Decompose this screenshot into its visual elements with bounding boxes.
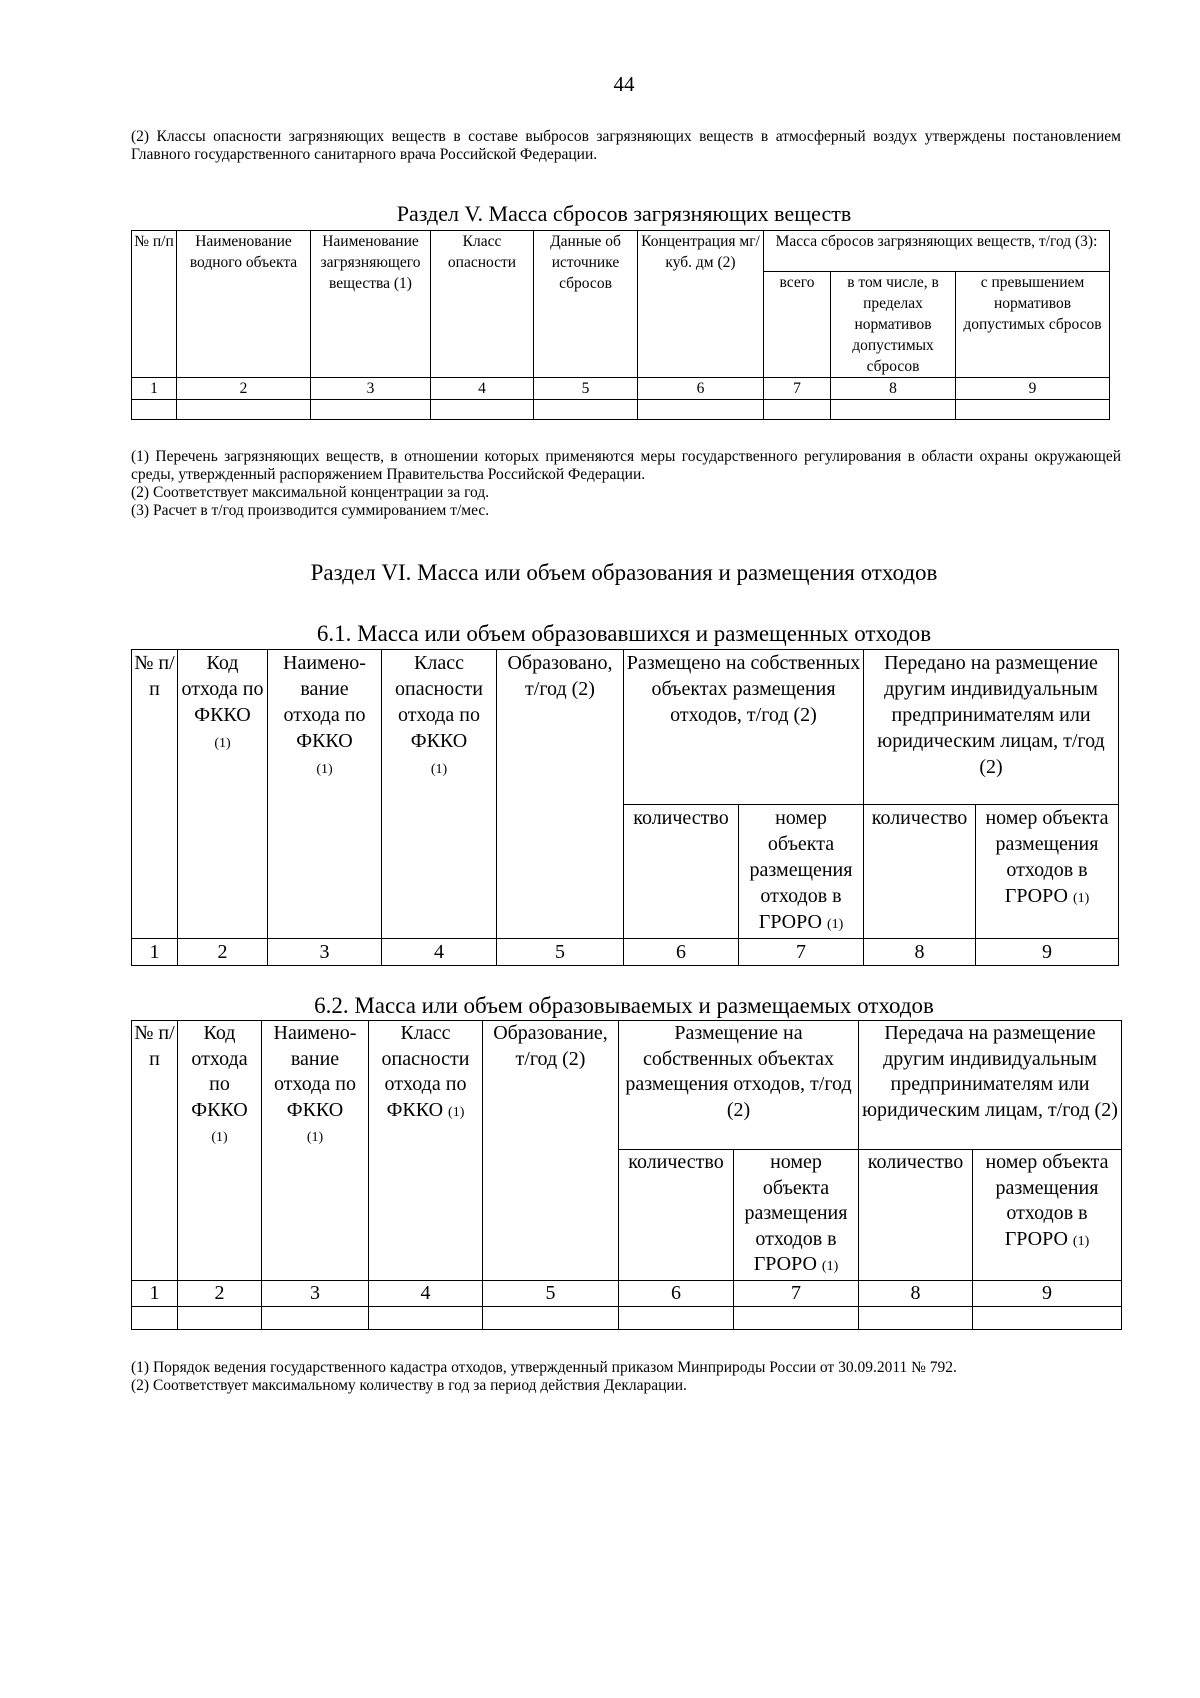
header-name-text: Наимено-вание отхода по ФККО: [273, 1022, 357, 1121]
header-transferred: Передано на размещение другим индивидуальным предпринимателям или юридическим лицам, т/год (2): [864, 650, 1119, 805]
header-name: [262, 1021, 369, 1281]
empty-cell: [973, 1307, 1122, 1330]
column-number-row: [132, 939, 1119, 966]
empty-cell: [311, 400, 431, 420]
column-number: 5: [534, 378, 638, 400]
empty-cell: [431, 400, 534, 420]
empty-cell: [831, 400, 956, 420]
header-code-text: Код отхода по ФККО: [181, 652, 264, 726]
empty-data-row: [132, 400, 1110, 420]
header-placement-own: Размещение на собственных объектах размещения отходов, т/год (2): [619, 1021, 859, 1150]
footnote-top: [131, 128, 1121, 164]
header-quantity: количество: [864, 805, 976, 939]
column-number: 4: [382, 939, 497, 966]
column-number: 6: [638, 378, 764, 400]
empty-cell: [534, 400, 638, 420]
header-object-number-text: номер объекта размещения отходов в ГРОРО: [744, 1151, 848, 1275]
column-number: 8: [831, 378, 956, 400]
column-number: 6: [624, 939, 739, 966]
section6-title: Раздел VI. Масса или объем образования и размещения отходов: [310, 560, 938, 585]
empty-cell: [262, 1307, 369, 1330]
footnote-ref: (1): [211, 1130, 228, 1145]
empty-cell: [132, 400, 177, 420]
empty-cell: [859, 1307, 973, 1330]
column-number: 1: [132, 378, 177, 400]
header-quantity: количество: [859, 1150, 973, 1281]
column-number: 8: [864, 939, 976, 966]
empty-cell: [177, 400, 311, 420]
header-formation: Образование, т/год (2): [483, 1021, 619, 1281]
header-hazard-class: [382, 650, 497, 939]
header-hazard-class: [369, 1021, 483, 1281]
header-total: всего: [764, 272, 831, 378]
footnote-substances-list: (1) Перечень загрязняющих веществ, в отношении которых применяются меры государственного регулирования в области охраны окружающей среды, утвержденный распоряжением Правительства Российской Федерации.: [131, 448, 1121, 483]
footnote-ref: (1): [306, 1130, 324, 1145]
empty-cell: [638, 400, 764, 420]
section5-title: Раздел V. Масса сбросов загрязняющих веществ: [396, 201, 852, 226]
column-number: 8: [859, 1280, 973, 1307]
column-number: 3: [268, 939, 382, 966]
header-object-number: [973, 1150, 1122, 1281]
footnote-max-quantity: (2) Соответствует максимальному количеству в год за период действия Декларации.: [131, 1377, 687, 1394]
footnote-ref: (1): [448, 1104, 465, 1120]
column-number: 7: [739, 939, 864, 966]
header-quantity: количество: [619, 1150, 734, 1281]
footnote-ref: (1): [430, 762, 448, 777]
subsection-6-1-table: [131, 649, 1119, 966]
header-hazard-text: Класс опасности отхода по ФККО: [395, 652, 483, 752]
footnote-ref: (1): [1072, 891, 1090, 906]
footnote-cadastre-order: (1) Порядок ведения государственного кадастра отходов, утвержденный приказом Минприроды России от 30.09.2011 № 792.: [131, 1359, 957, 1376]
column-number: 9: [956, 378, 1110, 400]
footnotes-section6: [131, 1359, 1121, 1395]
column-number: 1: [132, 1280, 178, 1307]
column-number: 7: [764, 378, 831, 400]
header-code-text: Код отхода по ФККО: [191, 1022, 248, 1121]
empty-cell: [178, 1307, 262, 1330]
header-object-number-text: номер объекта размещения отходов в ГРОРО: [985, 1151, 1109, 1250]
empty-cell: [132, 1307, 178, 1330]
column-number: 2: [178, 1280, 262, 1307]
empty-cell: [764, 400, 831, 420]
header-code: [178, 650, 268, 939]
header-transfer: Передача на размещение другим индивидуальным предпринимателям или юридическим лицам, т/год (2): [859, 1021, 1122, 1150]
header-hazard-text: Класс опасности отхода по ФККО: [381, 1022, 470, 1121]
header-placed-own: Размещено на собственных объектах размещения отходов, т/год (2): [624, 650, 864, 805]
column-number: 2: [178, 939, 268, 966]
header-concentration: Концентрация мг/куб. дм (2): [638, 231, 764, 378]
header-object-number-text: номер объекта размещения отходов в ГРОРО: [985, 807, 1109, 907]
header-mass-group: Масса сбросов загрязняющих веществ, т/год (3):: [764, 231, 1110, 272]
empty-cell: [483, 1307, 619, 1330]
column-number: 1: [132, 939, 178, 966]
footnote-calculation: (3) Расчет в т/год производится суммированием т/мес.: [131, 502, 490, 519]
column-number: 2: [177, 378, 311, 400]
column-number: 9: [973, 1280, 1122, 1307]
empty-data-row: [132, 1307, 1122, 1330]
header-num: № п/п: [132, 1021, 178, 1281]
subsection-6-2-title: 6.2. Масса или объем образовываемых и размещаемых отходов: [314, 993, 934, 1018]
header-name-text: Наимено-вание отхода по ФККО: [283, 652, 366, 752]
footnote-ref: (1): [214, 736, 231, 751]
footnote-ref: (1): [821, 1259, 839, 1274]
header-object-number-text: номер объекта размещения отходов в ГРОРО: [749, 807, 853, 933]
column-number: 9: [976, 939, 1119, 966]
header-num: № п/п: [132, 650, 178, 939]
footnote-hazard-classes: (2) Классы опасности загрязняющих веществ в составе выбросов загрязняющих веществ в атмосферный воздух утверждены постановлением Главного государственного санитарного врача Российской Федерации.: [131, 128, 1121, 163]
header-source-data: Данные об источнике сбросов: [534, 231, 638, 378]
footnote-ref: (1): [1072, 1233, 1090, 1249]
page-number: 44: [613, 72, 635, 96]
column-number: 4: [431, 378, 534, 400]
empty-cell: [734, 1307, 859, 1330]
column-number: 6: [619, 1280, 734, 1307]
column-number-row: [132, 1280, 1122, 1307]
column-number: 5: [483, 1280, 619, 1307]
header-water-body: Наименование водного объекта: [177, 231, 311, 378]
empty-cell: [369, 1307, 483, 1330]
footnotes-section5: [131, 448, 1121, 520]
header-hazard-class: Класс опасности: [431, 231, 534, 378]
column-number: 5: [497, 939, 624, 966]
header-object-number: [976, 805, 1119, 939]
footnote-ref: (1): [316, 762, 333, 777]
empty-cell: [619, 1307, 734, 1330]
header-object-number: [739, 805, 864, 939]
header-code: [178, 1021, 262, 1281]
header-within-limits: в том числе, в пределах нормативов допустимых сбросов: [831, 272, 956, 378]
column-number: 3: [262, 1280, 369, 1307]
subsection-6-2-table: [131, 1020, 1122, 1330]
column-number: 4: [369, 1280, 483, 1307]
empty-cell: [956, 400, 1110, 420]
header-quantity: количество: [624, 805, 739, 939]
footnote-max-concentration: (2) Соответствует максимальной концентрации за год.: [131, 484, 490, 501]
header-exceeding: с превышением нормативов допустимых сбросов: [956, 272, 1110, 378]
footnote-ref: (1): [826, 917, 844, 932]
column-number: 3: [311, 378, 431, 400]
section5-table: [131, 230, 1110, 420]
header-object-number: [734, 1150, 859, 1281]
column-number: 7: [734, 1280, 859, 1307]
header-num: № п/п: [132, 231, 177, 378]
header-formed: Образовано, т/год (2): [497, 650, 624, 939]
column-number-row: [132, 378, 1110, 400]
subsection-6-1-title: 6.1. Масса или объем образовавшихся и размещенных отходов: [316, 621, 932, 646]
header-substance: Наименование загрязняющего вещества (1): [311, 231, 431, 378]
header-name: [268, 650, 382, 939]
